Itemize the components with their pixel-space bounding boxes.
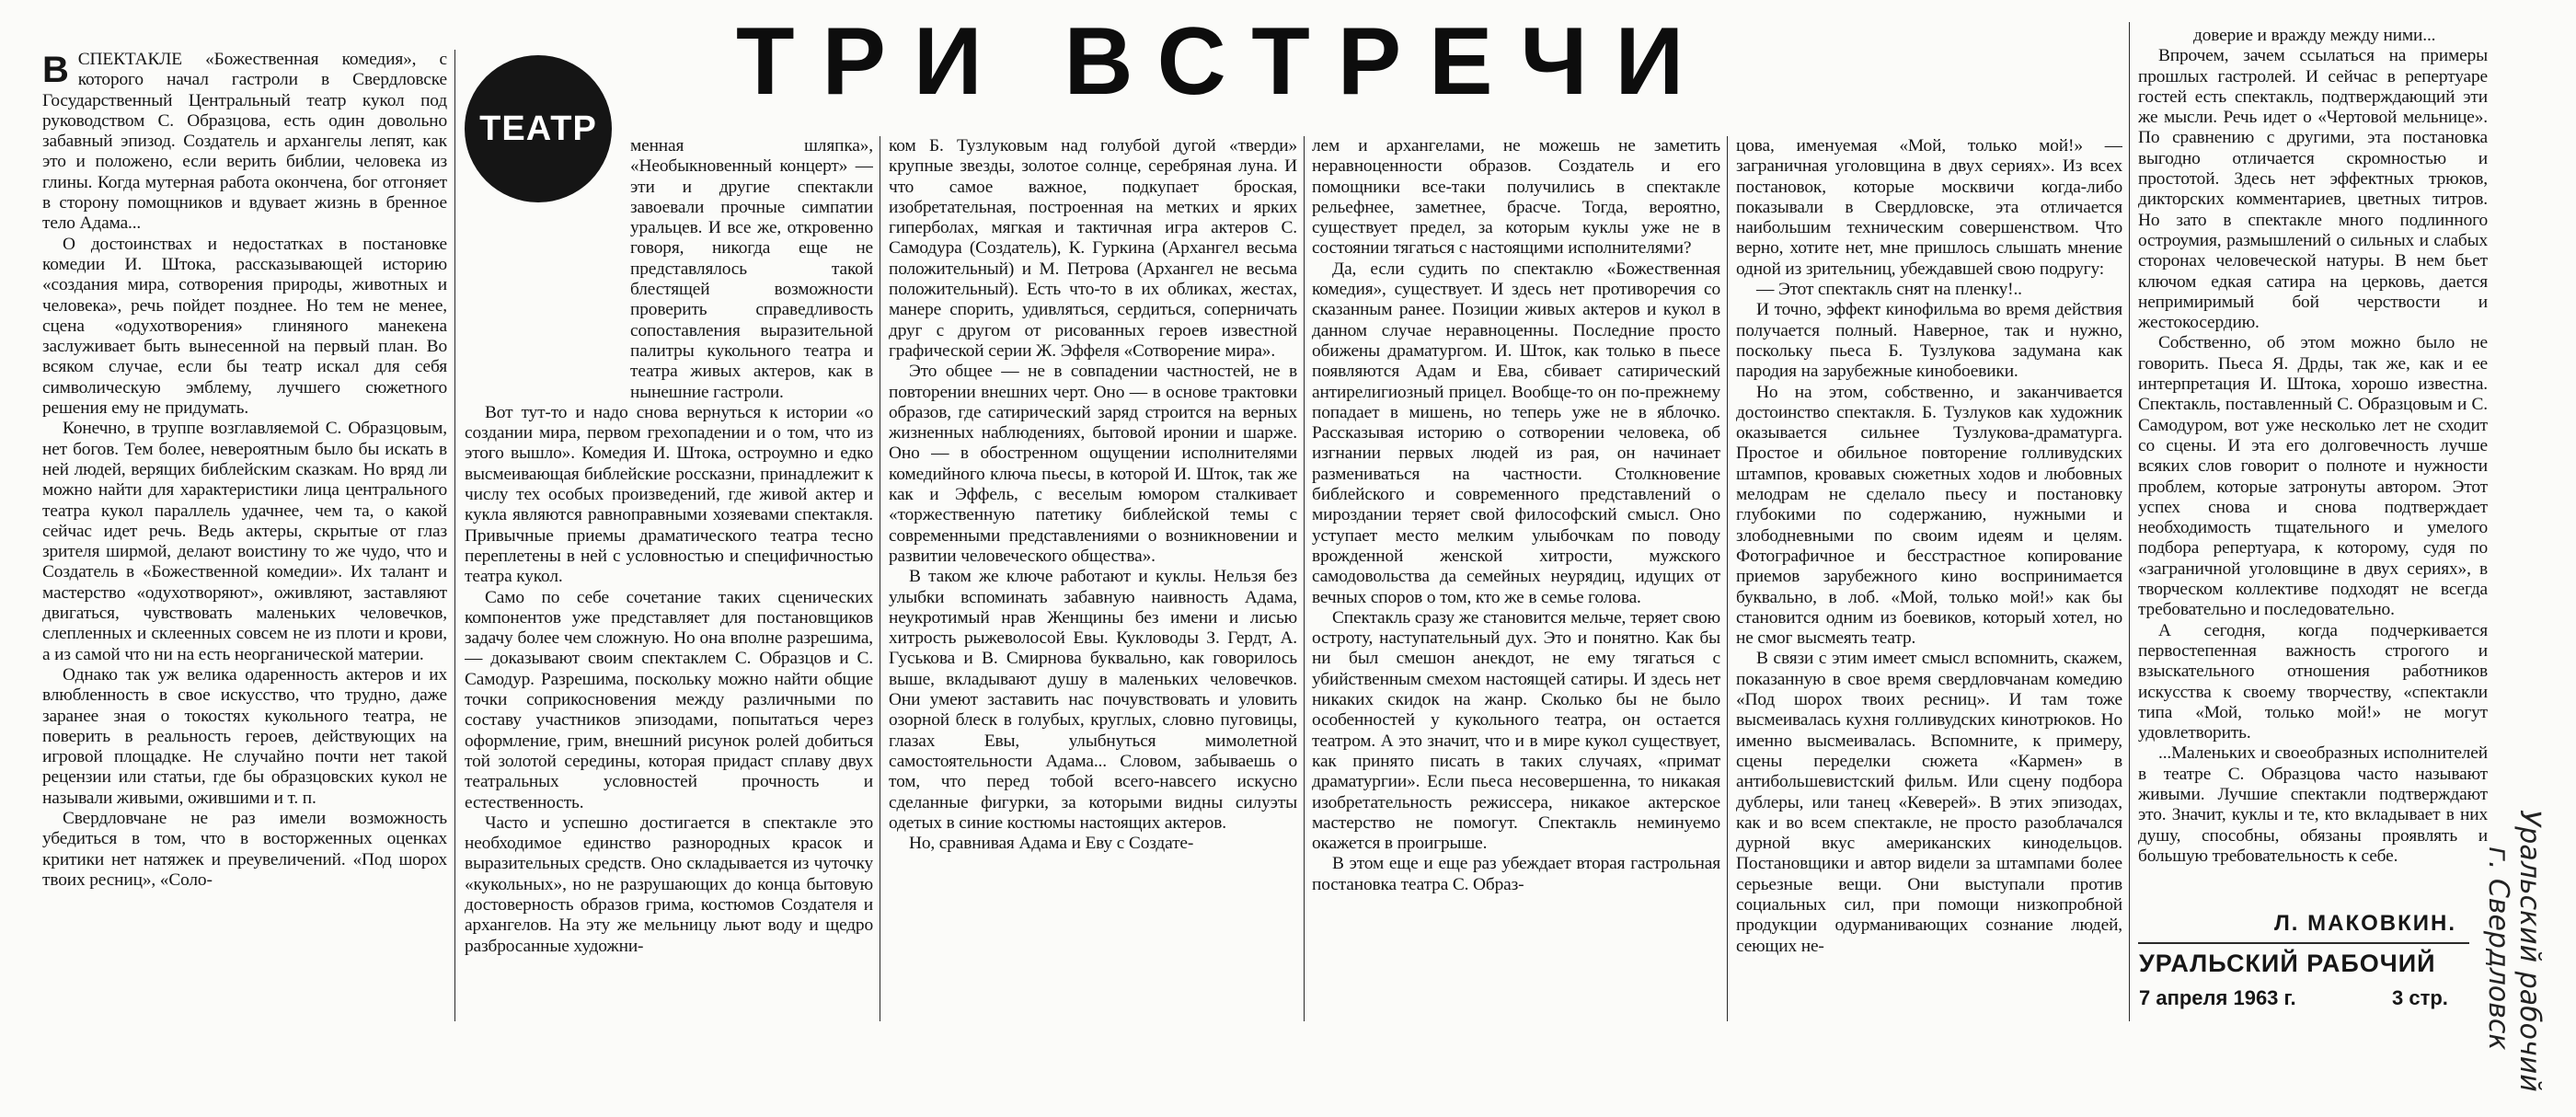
paragraph: цова, именуемая «Мой, только мой!» — заграничная уголовщина в двух сериях». Из всех постановок, которые москвичи когда-либо показывали в Свердловске, эта отличается наибольшим техническим совершенством. Что верно, хотите нет, мне пришлось слышать мнение одной из зрительниц, убеждавшей свою подругу:: [1736, 136, 2122, 279]
paragraph: В связи с этим имеет смысл вспомнить, скажем, показанную в свое время свердловчанам комедию «Под шорох твоих ресниц». И там тоже высмеивалась кухня голливудских кинотрюков. Но именно высмеивалась. Вспомните, к примеру, сцены переделки сюжета «Кармен» в антибольшевистский фильм. Или сцену подбора дублеры, или танец «Кеверей». В этих эпизодах, как и во всем спектакле, не просто разоблачался дурной вкус американских кинодельцов. Постановщики и автор видели за штампами более серьезные вещи. Они выступали против социальных сил, при помощи низкопробной продукции одурманивающих сознание людей, сеющих не-: [1736, 649, 2122, 956]
paragraph: Но, сравнивая Адама и Еву с Создате-: [909, 834, 1194, 854]
column-divider: [2129, 22, 2130, 1021]
paragraph: Собственно, об этом можно было не говорить. Пьеса Я. Дрды, так же, как и ее интерпретация И. Штока, хорошо известна. Спектакль, поставленный С. Образцовым и С. Самодуром, вот уже несколько лет не сходит со сцены. И эта его долговечность лучше всяких слов говорит о полноте и нужности проблем, которые затронуты автором. Этот успех снова и снова подтверждает необходимость тщательного и умелого подбора репертуара, к которому, судя по «заграничной уголовщине в двух сериях», в творческом коллективе подходят не всегда требовательно и последовательно.: [2138, 333, 2488, 620]
dropcap: В: [42, 50, 69, 90]
headline: ТРИ ВСТРЕЧИ: [736, 8, 1712, 115]
handwritten-line: Уральский рабочий: [2513, 810, 2546, 1092]
handwritten-annotation: [2482, 810, 2562, 1092]
paragraph: — Этот спектакль снят на пленку!..: [1756, 280, 2022, 300]
paragraph: О достоинствах и недостатках в постановке комедии И. Штока, рассказывающей историю «создания мира, сотворения природы, животных и человека», речь пойдет позднее. Но тем не менее, сцена «одухотворения» глиняного манекена заслуживает быть вынесенной на первый план. Во всяком случае, если бы театр искал для себя символическую эмблему, лучшего сюжетного решения ему не придумать.: [42, 234, 447, 419]
article-column-3: [889, 136, 1297, 1023]
paragraph: Однако так уж велика одаренность актеров и их влюбленность в свое искусство, что трудно, даже заранее зная о токостях кукольного театра, не поверить в реальность героев, действующих на игровой площадке. Не случайно почти нет такой рецензии или статьи, где бы образцовских кукол не называли живыми, ожившими и т. п.: [42, 664, 447, 808]
paragraph: Конечно, в труппе возглавляемой С. Образцовым, нет богов. Тем более, невероятным было бы искать в ней людей, верящих библейским сказкам. Но вряд ли можно найти для характеристики лица центрального театра кукол параллель удачнее, чем та, о какой сейчас идет речь. Ведь актеры, скрытые от глаз зрителя ширмой, делают воистину то же чудо, что и Создатель в «Божественной комедии». Их талант и мастерство «одухотворяют», оживляют, заставляют двигаться, чувствовать маленьких человечков, слепленных и склеенных совсем не из плоти и крови, а из самой что ни на есть неорганической материи.: [42, 419, 447, 664]
paragraph: ...Маленьких и своеобразных исполнителей в театре С. Образцова часто называют живыми. Лучшие спектакли подтверждают это. Значит, куклы и те, кто вкладывает в них душу, способны, обязаны проявлять и большую требовательность к себе.: [2138, 743, 2488, 866]
paragraph: Само по себе сочетание таких сценических компонентов уже представляет для постановщиков задачу более чем сложную. Но она вполне разрешима, — доказывают своим спектаклем С. Образцов и С. Самодур. Разрешима, поскольку можно найти общие точки соприкосновения между различными по составу участников эпизодами, попытаться через оформление, грим, внешний рисунок ролей добиться той золотой середины, которая придаст сплаву двух театральных условностей прочность и естественность.: [465, 587, 873, 812]
author-signature: Л. МАКОВКИН.: [2273, 911, 2456, 936]
page-number: 3 стр.: [2392, 986, 2448, 1009]
paragraph: доверие и вражду между ними...: [2193, 26, 2436, 45]
paragraph: Да, если судить по спектаклю «Божественная комедия», существует. И здесь нет противоречия со сказанным ранее. Позиции живых актеров и кукол в данном случае неравноценны. Последние просто обижены драматургом. И. Шток, как только в пьесе появляются Адам и Ева, сбивает сатирический антирелигиозный прицел. Вообще-то он по-прежнему попадает в мишень, но теперь уже не в яблочко. Рассказывая историю о сотворении человека, об изгнании первых людей из рая, он начинает размениваться на частности. Столкновение библейского и современного представлений о мироздании теряет свой философский смысл. Оно уступает место мелким улыбочкам по поводу врожденной женской хитрости, мужского самодовольства да семейных неурядиц, идущих от вечных споров о том, кто же в семье голова.: [1312, 259, 1720, 607]
paragraph: Спектакль сразу же становится мельче, теряет свою остроту, наступательный дух. Это и понятно. Как бы ни был смешон анекдот, не ему тягаться с убийственным смехом настоящей сатиры. И здесь нет никаких скидок на жанр. Сколько бы не было особенностей у кукольного театра, он остается театром. А это значит, что и в мире кукол существует, как принято писать в таких случаях, «примат драматургии». Если пьеса несовершенна, то никакая изобретательность режиссера, никакое актерское мастерство не помогут. Спектакль неминуемо окажется в проигрыше.: [1312, 607, 1720, 854]
paragraph: лем и архангелами, не можешь не заметить неравноценности образов. Создатель и его помощники все-таки получились в спектакле рельефнее, заметнее, брасче. Тогда, вероятно, существует предел, за которым куклы уже не в состоянии тягаться с настоящими исполнителями?: [1312, 136, 1720, 259]
paragraph: менная шляпка», «Необыкновенный концерт» — эти и другие спектакли завоевали прочные симпатии уральцев. И все же, откровенно говоря, никогда еще не представлялось такой блестящей возможности проверить справедливость сопоставления выразительной палитры кукольного театра и театра живых актеров, как в нынешние гастроли.: [630, 136, 873, 402]
article-column-5: [1736, 136, 2122, 1023]
column-divider: [454, 50, 455, 1021]
paragraph: Впрочем, зачем ссылаться на примеры прошлых гастролей. И сейчас в репертуаре гостей есть спектакль, подтверждающий эти же мысли. Речь идет о «Чертовой мельнице». По сравнению с другими, эта постановка выгодно отличается скромностью и простотой. Здесь нет эффектных трюков, дикторских комментариев, цветных титров. Но зато в спектакле много подлинного остроумия, размышлений о сильных и слабых сторонах человеческой натуры. В нем бьет ключом едкая сатира на церковь, дается непримиримый бой черствости и жестокосердию.: [2138, 46, 2488, 333]
column-divider: [1727, 136, 1728, 1021]
paragraph: Вот тут-то и надо снова вернуться к истории «о создании мира, первом грехопадении и о том, что из этого вышло». Комедия И. Штока, остроумно и едко высмеивающая библейские россказни, принадлежит к числу тех особых произведений, где живой актер и кукла являются равноправными хозяевами спектакля. Привычные приемы драматического театра тесно переплетены в ней с условностью и специфичностью театра кукол.: [465, 402, 873, 587]
paragraph: Свердловчане не раз имели возможность убедиться в том, что в восторженных оценках критики нет натяжек и преувеличений. «Под шорох твоих ресниц», «Соло-: [42, 808, 447, 890]
publication-date: 7 апреля 1963 г.: [2139, 986, 2296, 1009]
article-column-2: [465, 136, 873, 1023]
paragraph: И точно, эффект кинофильма во время действия получается полный. Наверное, так и нужно, поскольку пьеса Б. Тузлукова задумана как пародия на зарубежные кинобоевики.: [1736, 300, 2122, 382]
paragraph: Часто и успешно достигается в спектакле это необходимое единство разнородных красок и выразительных средств. Оно складывается из чуточку «кукольных», но не разрушающих до конца бытовую достоверность образов грима, костюмов Создателя и архангелов. На эту же мельницу льют воду и щедро разбросанные художни-: [465, 812, 873, 956]
paragraph: ком Б. Тузлуковым над голубой дугой «тверди» крупные звезды, золотое солнце, серебряная луна. И что самое важное, подкупает броская, изобретательная, построенная на метких и ярких гиперболах, мягкая и тактичная игра актеров С. Самодура (Создатель), К. Гуркина (Архангел весьма положительный) и М. Петрова (Архангел не весьма положительный). Есть что-то в их обликах, жестах, манере спорить, удивляться, сердиться, соперничать друг с другом от рисованных героев известной графической серии Ж. Эффеля «Сотворение мира».: [889, 136, 1297, 361]
paragraph: А сегодня, когда подчеркивается первостепенная важность строгого и взыскательного отношения работников искусства к своему творчеству, «спектакли типа «Мой, только мой!» не могут удовлетворить.: [2138, 620, 2488, 743]
newspaper-name: УРАЛЬСКИЙ РАБОЧИЙ: [2139, 950, 2436, 977]
paragraph: В этом еще и еще раз убеждает вторая гастрольная постановка театра С. Образ-: [1312, 854, 1720, 894]
article-column-1: [42, 50, 447, 1023]
article-column-4: [1312, 136, 1720, 1023]
article-column-6: [2138, 26, 2488, 900]
handwritten-line: г. Свердловск: [2482, 846, 2514, 1051]
signature-divider: [2138, 942, 2469, 944]
rubric-badge: ТЕАТР: [465, 55, 612, 202]
paragraph: В таком же ключе работают и куклы. Нельзя без улыбки вспоминать забавную наивность Адама, неукротимый нрав Женщины без имени и лисью хитрость рыжеволосой Евы. Кукловоды З. Гердт, А. Гуськова и В. Смирнова буквально, как говорилось выше, вкладывают душу в маленьких человечков. Они умеют заставить нас почувствовать и уловить озорной блеск в голубых, круглых, словно пуговицы, глазах Евы, улыбнуться мимолетной самостоятельности Адама... Словом, забываешь о том, что перед тобой всего-навсего искусно сделанные фигурки, за которыми видны силуэты одетых в синие костюмы настоящих актеров.: [889, 567, 1297, 833]
paragraph: СПЕКТАКЛЕ «Божественная комедия», с которого начал гастроли в Свердловске Государственный Центральный театр кукол под руководством С. Образцова, есть один довольно забавный эпизод. Создатель и архангелы лепят, как это и положено, если верить библии, человека из глины. Когда мутерная работа окончена, бог отгоняет в сторону помощников и вдувает жизнь в бренное тело Адама...: [42, 50, 447, 234]
column-divider: [1304, 136, 1305, 1021]
paragraph: Это общее — не в совпадении частностей, не в повторении внешних черт. Оно — в основе трактовки образов, где сатирический заряд строится на верных жизненных наблюдениях, бытовой иронии и шарже. Оно — в обостренном ощущении исполнителями комедийного ключа пьесы, в которой И. Шток, так же как и Эффель, с веселым юмором сталкивает «торжественную патетику библейской темы с современными представлениями о возникновении и развитии человеческого общества».: [889, 362, 1297, 566]
paragraph: Но на этом, собственно, и заканчивается достоинство спектакля. Б. Тузлуков как художник оказывается сильнее Тузлукова-драматурга. Простое и обильное повторение голливудских штампов, кровавых сюжетных ходов и любовных мелодрам не сделало пьесу и постановку глубокими по содержанию, нужными и злободневными по своим идеям и целям. Фотографичное и бесстрастное копирование приемов зарубежного кино воспринимается буквально, в лоб. «Мой, только мой!» как бы становится одним из боевиков, который хотел, но не смог высмеять театр.: [1736, 382, 2122, 649]
